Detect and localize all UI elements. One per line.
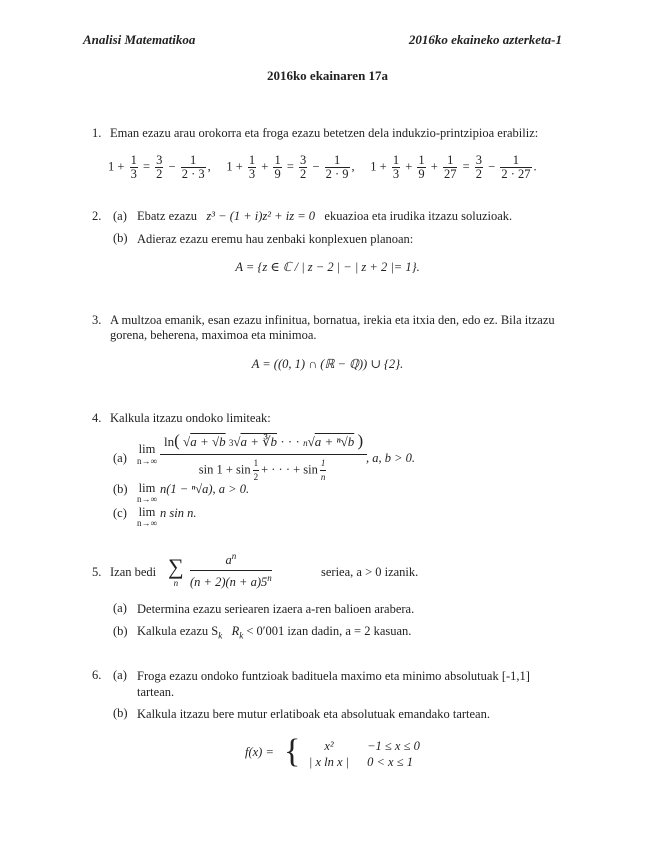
q5b-text-end: < 0′001 izan dadin, a = 2 kasuan.: [246, 624, 412, 638]
q6a-text: Froga ezazu ondoko funtzioak badituela maximo eta minimo absolutuak [-1,1] tartean.: [137, 669, 530, 699]
q5b-label: (b): [113, 624, 128, 638]
q4a-lim-sub: n→∞: [137, 456, 157, 466]
q4b-expression: n(1 − ⁿ√a), a > 0.: [160, 482, 250, 496]
q2-number: 2.: [92, 209, 102, 223]
q4b-limit: [137, 482, 157, 504]
q4-number: 4.: [92, 411, 102, 425]
q4-text: Kalkula itzazu ondoko limiteak:: [110, 411, 271, 425]
q3-text: A multzoa emanik, esan ezazu infinitua, bornatua, irekia eta itxia den, edo ez. Bila itzazu gorena, beherena, maximoa eta minimoa.: [110, 313, 555, 342]
q4c-label: (c): [113, 506, 127, 520]
q6a-label: (a): [113, 668, 127, 682]
q1-text: Eman ezazu arau orokorra eta froga ezazu betetzen dela indukzio-printzipioa erabiliz:: [110, 126, 539, 140]
q4a-condition: , a, b > 0.: [366, 451, 416, 465]
q5b-remainder: R: [231, 624, 240, 638]
q4a-lim: lim: [138, 442, 156, 456]
q4b-lim: lim: [138, 481, 156, 495]
q5b-text: Kalkula ezazu S: [137, 624, 219, 638]
q6-case1-cond: −1 ≤ x ≤ 0: [367, 739, 420, 753]
q6-number: 6.: [92, 668, 102, 682]
q6-function-name: f(x) =: [245, 745, 274, 759]
q4c-limit: [137, 506, 157, 528]
q2-set-definition: A = {z ∈ ℂ / | z − 2 | − | z + 2 |= 1}.: [235, 260, 420, 274]
q5-sum-symbol: ∑ n: [168, 554, 184, 588]
q5-text-end: seriea, a > 0 izanik.: [321, 565, 419, 579]
q3-set-definition: A = ((0, 1) ∩ (ℝ − ℚ)) ∪ {2}.: [251, 357, 404, 371]
q6-case2-expr: | x ln x |: [308, 755, 350, 769]
q2a-statement: [137, 209, 512, 224]
q6-case1-expr: x²: [324, 739, 334, 753]
q4b-label: (b): [113, 482, 128, 496]
q2a-equation: z³ − (1 + i)z² + iz = 0: [206, 209, 316, 223]
q4b-lim-sub: n→∞: [137, 494, 157, 504]
q4a-limit: [137, 443, 157, 466]
q5-series-term: $a^n$ $(n + 2)(n + a)5^n$: [190, 551, 272, 590]
q6-brace: {: [284, 733, 301, 770]
q2a-text: Ebatz ezazu: [137, 209, 198, 223]
q2b-label: (b): [113, 231, 128, 245]
q6-piecewise: [302, 738, 420, 770]
q5-text-intro: Izan bedi: [110, 565, 157, 579]
q6b-text: Kalkula itzazu bere mutur erlatiboak eta absolutuak emandako tartean.: [137, 707, 490, 721]
q1-formulas: 1 + $\frac{1}{3}$ = $\frac{3}{2}$ − $\frac{1}{2 \cdot 3}$ , 1 + $\frac{1}{3}$ + $\frac{1}{9}$ = $\frac{3}{2}$ − $\frac{1}{2 \cdot 9}$ , 1 + $\frac{1}{3}$ + $\frac{1}{9}$ + $\frac{1}{27}$ = $\frac{3}{2}$ − $\frac{1}{2 \cdot 27}$ .: [108, 153, 537, 181]
q2a-text-end: ekuazioa eta irudika itzazu soluzioak.: [324, 209, 513, 223]
header-exam-title: 2016ko ekaineko azterketa-1: [408, 32, 562, 47]
q5a-text: Determina ezazu seriearen izaera a-ren balioen arabera.: [137, 602, 415, 616]
q5-number: 5.: [92, 565, 102, 579]
q5a-label: (a): [113, 601, 127, 615]
q4c-lim: lim: [138, 505, 156, 519]
exam-date: 2016ko ekainaren 17a: [266, 68, 389, 83]
header-course-title: Analisi Matematikoa: [83, 32, 196, 47]
q2a-label: (a): [113, 209, 127, 223]
q6b-label: (b): [113, 706, 128, 720]
q4c-expression: n sin n.: [160, 506, 197, 520]
q5b-statement: Kalkula ezazu $S_k$ $R_k < 0'001$ izan dadin, a = 2 kasuan.: [137, 624, 412, 641]
q1-number: 1.: [92, 126, 102, 140]
q4a-label: (a): [113, 451, 127, 465]
q4c-lim-sub: n→∞: [137, 518, 157, 528]
q4a-fraction: ln( √a + √b 3√a + ∛b · · · n√a + ⁿ√b ) sin 1 + sin $\frac{1}{2}$ + · · · + sin $\frac{1}{n}$: [160, 431, 367, 484]
q3-number: 3.: [92, 313, 102, 327]
q6-case2-cond: 0 < x ≤ 1: [367, 755, 413, 769]
q2b-text: Adieraz ezazu eremu hau zenbaki konplexuen planoan:: [137, 232, 414, 246]
